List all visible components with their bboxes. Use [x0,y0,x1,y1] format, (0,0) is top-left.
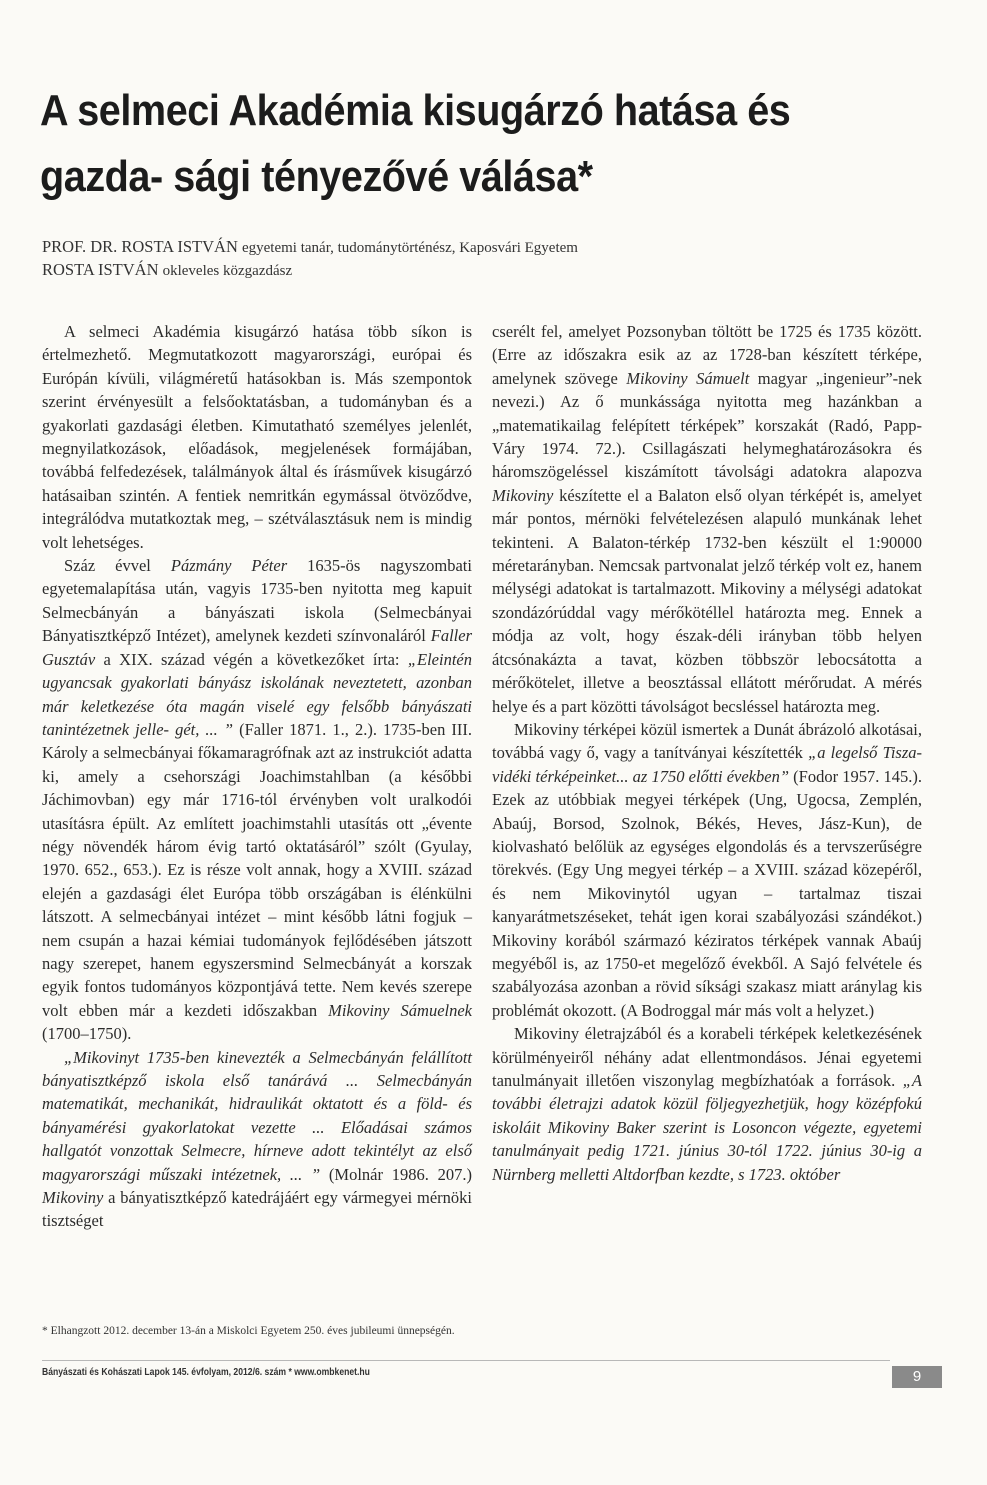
author-name: PROF. DR. ROSTA ISTVÁN [42,237,238,256]
text-run: cserélt fel, amelyet Pozsonyban töltött be 1725 és 1735 között. (Erre az időszakra esik az az 1728-ban készített térképe, amelynek szövege [492,322,922,388]
italic-run: Mikoviny [492,485,554,505]
italic-run: Mikoviny [42,1188,104,1208]
footer-rule [42,1360,890,1361]
paragraph [492,320,922,718]
article-title: A selmeci Akadémia kisugárzó hatása és gazda- sági tényezővé válása* [40,86,791,201]
italic-run: „Eleintén ugyancsak gyakorlati bányász iskolának neveztetett, azonban már keletkezése óta magán viselé egy felsőbb bányászati tanintézetnek jelle- gét, ... ” [42,649,472,739]
paragraph [42,320,472,554]
text-run: 1635-ös nagyszombati egyetemalapítása után, vagyis 1735-ben nyitotta meg kapuit Selmecbányán a bányászati iskola (Selmecbányai Bányatisztképző Intézet), amelynek kezdeti színvonaláról [42,556,472,646]
paragraph [492,718,922,1022]
paragraph [42,554,472,1046]
journal-footer: Bányászati és Kohászati Lapok 145. évfolyam, 2012/6. szám * www.ombkenet.hu [42,1366,370,1378]
right-text-column [492,320,922,1186]
author-line [42,259,922,282]
italic-run: Mikoviny Sámuelt [626,368,750,388]
text-run: (Molnár 1986. 207.) [320,1164,472,1184]
italic-run: Faller Gusztáv [42,626,472,669]
text-run: A selmeci Akadémia kisugárzó hatása több síkon is értelmezhető. Megmutatkozott magyarországi, európai és Európán kívüli, világméretű hatásokban is. Más szempontok szerint érvényesült a felsőoktatásban, a tudományban és a gyakorlati gazdasági életben. Kimutatható személyes jelenlét, megnyilatkozások, előadások, megjelenések formájában, továbbá felfedezések, találmányok által és írásművek kisugárzó hatásaiban szintén. A fentiek nemritkán egymással ötvöződve, integrálódva mutatkoztak meg, – szétválasztásuk nem is mindig volt lehetséges. [42,322,472,552]
text-run: a bányatisztképző katedrájáért egy vármegyei mérnöki tisztséget [42,1188,472,1231]
page-number: 9 [892,1366,942,1388]
italic-run: „a legelső Tisza-vidéki térképeinket... az 1750 előtti években” [492,743,923,786]
italic-run: „Mikovinyt 1735-ben kinevezték a Selmecbányán felállított bányatisztképző iskola első tanárává ... Selmecbányán matematikát, mechanikát, hidraulikát oktatott és a föld- és bányamérési gyakorlatokat vezette ... Előadásai számos hallgatót vonzottak Selmecre, hírneve adott tekintélyt az első magyarországi műszaki intézetnek, ... ” [42,1047,472,1184]
paragraph [42,1046,472,1233]
text-run: a XIX. század végén a következőket írta: [95,649,408,669]
text-run: Száz évvel [64,556,171,576]
italic-run: Mikoviny Sámuelnek [328,1000,472,1020]
text-run: Mikoviny térképei közül ismertek a Dunát ábrázoló alkotásai, továbbá vagy ő, vagy a tanítványai készítették [492,719,922,763]
text-run: magyar „ingenieur”-nek nevezi.) Az ő munkássága nyitotta meg hazánkban a „matematikailag felépített térképek” korszakát (Radó, Papp-Váry 1974. 72.). Csillagászati helymeghatározásokra és háromszögeléssel kiszámított távolsági adatokra alapozva [492,368,922,482]
footnote: * Elhangzott 2012. december 13-án a Miskolci Egyetem 250. éves jubileumi ünnepségén. [42,1325,455,1337]
text-run: Mikoviny életrajzából és a korabeli térképek keletkezésének körülményeiről néhány adat ellentmondásos. Jénai egyetemi tanulmányait illetően viszonylag megbízhatóak a források. [492,1024,922,1090]
italic-run: „A további életrajzi adatok közül följegyezhetjük, hogy középfokú iskoláit Mikoviny Baker szerint is Losoncon végezte, egyetemi tanulmányait pedig 1721. június 30-tól 1722. június 30-ig a Nürnberg melletti Altdorfban kezdte, s 1723. október [492,1071,922,1184]
author-line [42,236,922,259]
author-affiliation: egyetemi tanár, tudománytörténész, Kaposvári Egyetem [241,240,578,256]
author-block [42,236,922,282]
text-run: (1700–1750). [42,1024,132,1044]
text-run: (Fodor 1957. 145.). Ezek az utóbbiak megyei térképek (Ung, Ugocsa, Zemplén, Abaúj, Borsod, Szolnok, Békés, Heves, Jász-Kun), de kiolvasható belőlük az egységes elgondolás és a tervszerűségre törekvés. (Egy Ung megyei térkép – a XVIII. század közepéről, és nem Mikovinytól ugyan – tartalmaz tiszai kanyarátmetszéseket, tehát igen korai szabályozási szándékot.) Mikoviny korából származó kéziratos térképek vannak Abaúj megyéből is, az 1750-et megelőző évekből. A Sajó felvétele és szabályozása azonban a rövid síksági szakasz miatt aránylag kis problémát okozott. (A Bodroggal már más volt a helyzet.) [492,766,922,1020]
paragraph [492,1022,922,1186]
text-run: (Faller 1871. 1., 2.). 1735-ben III. Károly a selmecbányai főkamaragrófnak azt az instrukciót adatta ki, amely a csehországi Joachimstahlban (a későbbi Jáchimovban) egy már 1716-tól érvényben volt uralkodói utasításra épült. Az említett joachimstahli utasítás ott „évente négy növendék három évig tartó oktatásáról” szólt (Gyulay, 1970. 652., 653.). Ez is része volt annak, hogy a XVIII. század elején a gazdasági élet Európa több országában is élénkülni látszott. A selmecbányai intézet – mint később látni fogjuk – nem csupán a hazai kémiai tudományok fejlődésében játszott nagy szerepet, hanem egyszersmind Selmecbányát a korszak egyik fontos tudományos központjává tette. Nem kevés szerepe volt ebben már a kezdeti időszakban [42,719,473,1020]
author-name: ROSTA ISTVÁN [42,260,159,279]
author-affiliation: okleveles közgazdász [162,263,293,279]
text-run: készítette el a Balaton első olyan térképét is, amelyet már pontos, mérnöki felvételezésen alapuló munkának lehet tekinteni. A Balaton-térkép 1732-ben készült el 1:90000 méretarányban. Nemcsak partvonalat jelző térkép volt ez, hanem mélységi adatokat is tartalmazott. Mikoviny a mélységi adatokat szondázórúddal vagy mérőkötéllel határozta meg. Ennek a módja az volt, hogy észak-déli irányban több helyen átcsónakázta a tavat, közben többször lebocsátotta a mérőkötelet, illetve a beosztással ellátott mérőrudat. A mérés helye és a part közötti távolságot becsléssel határozta meg. [492,485,922,716]
italic-run: Pázmány Péter [170,556,288,576]
left-text-column [42,320,472,1233]
